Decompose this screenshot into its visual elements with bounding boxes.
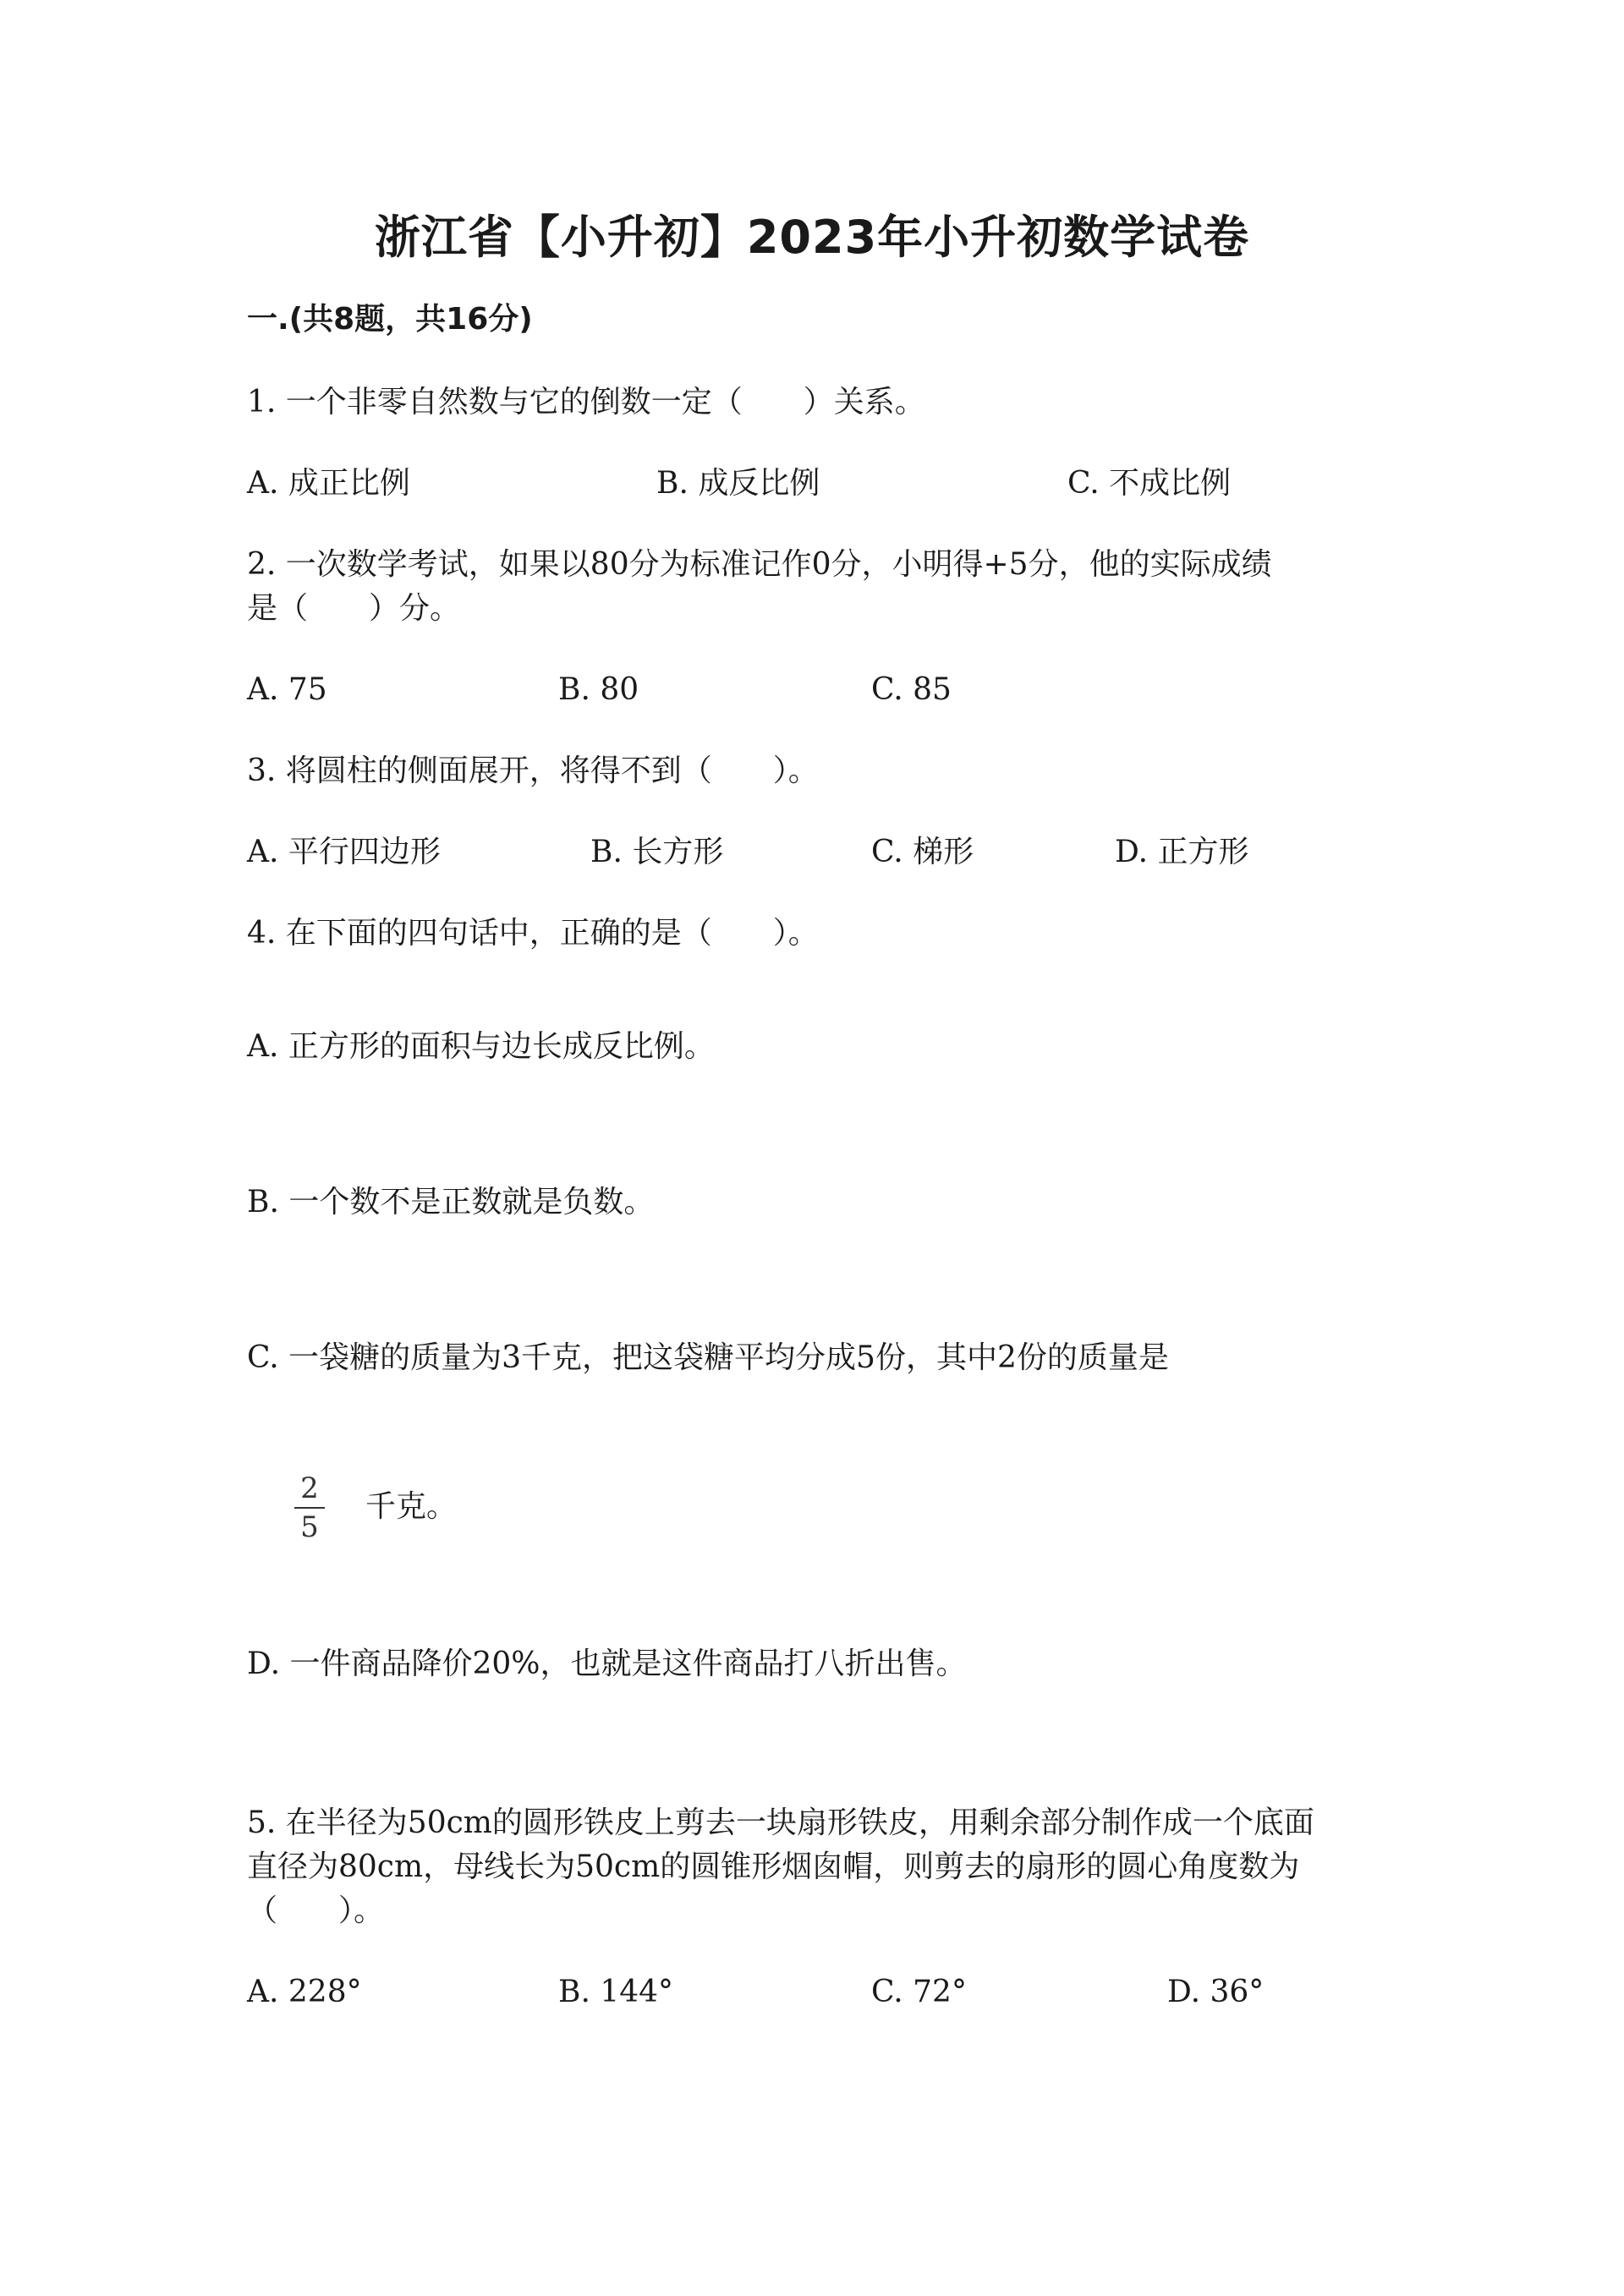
question-5-option-a: A. 228°	[247, 1975, 362, 2009]
section-heading: 一.(共8题，共16分)	[247, 302, 533, 337]
question-2-stem-line-1: 2. 一次数学考试，如果以80分为标准记作0分，小明得+5分，他的实际成绩	[247, 547, 1272, 582]
question-3-option-b: B. 长方形	[590, 835, 724, 869]
fraction-denominator: 5	[300, 1510, 319, 1544]
question-4-option-c: C. 一袋糖的质量为3千克，把这袋糖平均分成5份，其中2份的质量是	[247, 1340, 1169, 1375]
question-5-option-d: D. 36°	[1167, 1975, 1265, 2009]
question-3-option-a: A. 平行四边形	[247, 835, 441, 869]
question-5-stem-line-3: （ ）。	[247, 1893, 385, 1928]
question-2-option-b: B. 80	[558, 672, 639, 707]
question-2-option-a: A. 75	[247, 672, 327, 707]
question-4-option-a: A. 正方形的面积与边长成反比例。	[247, 1029, 715, 1064]
question-1-option-a: A. 成正比例	[247, 466, 410, 501]
fraction-numerator: 2	[300, 1471, 319, 1505]
question-5-option-b: B. 144°	[558, 1975, 674, 2009]
question-1-option-b: B. 成反比例	[656, 466, 820, 501]
question-1-stem: 1. 一个非零自然数与它的倒数一定（ ）关系。	[247, 385, 925, 419]
fraction-bar	[294, 1507, 325, 1509]
question-2-option-c: C. 85	[871, 672, 952, 707]
question-4-option-d: D. 一件商品降价20%，也就是这件商品打八折出售。	[247, 1647, 967, 1681]
question-4-option-b: B. 一个数不是正数就是负数。	[247, 1185, 655, 1219]
question-5-stem-line-1: 5. 在半径为50cm的圆形铁皮上剪去一块扇形铁皮，用剩余部分制作成一个底面	[247, 1806, 1314, 1840]
fraction-two-fifths	[293, 1471, 326, 1544]
question-5-option-c: C. 72°	[871, 1975, 967, 2009]
question-5-stem-line-2: 直径为80cm，母线长为50cm的圆锥形烟囱帽，则剪去的扇形的圆心角度数为	[247, 1849, 1300, 1884]
question-4-option-c-unit: 千克。	[365, 1489, 458, 1524]
question-2-stem-line-2: 是（ ）分。	[247, 591, 461, 626]
question-4-stem: 4. 在下面的四句话中，正确的是（ ）。	[247, 916, 819, 951]
question-3-stem: 3. 将圆柱的侧面展开，将得不到（ ）。	[247, 753, 819, 788]
question-3-option-d: D. 正方形	[1115, 835, 1249, 869]
page-title: 浙江省【小升初】2023年小升初数学试卷	[374, 211, 1250, 264]
question-1-option-c: C. 不成比例	[1067, 466, 1232, 501]
question-3-option-c: C. 梯形	[871, 835, 974, 869]
